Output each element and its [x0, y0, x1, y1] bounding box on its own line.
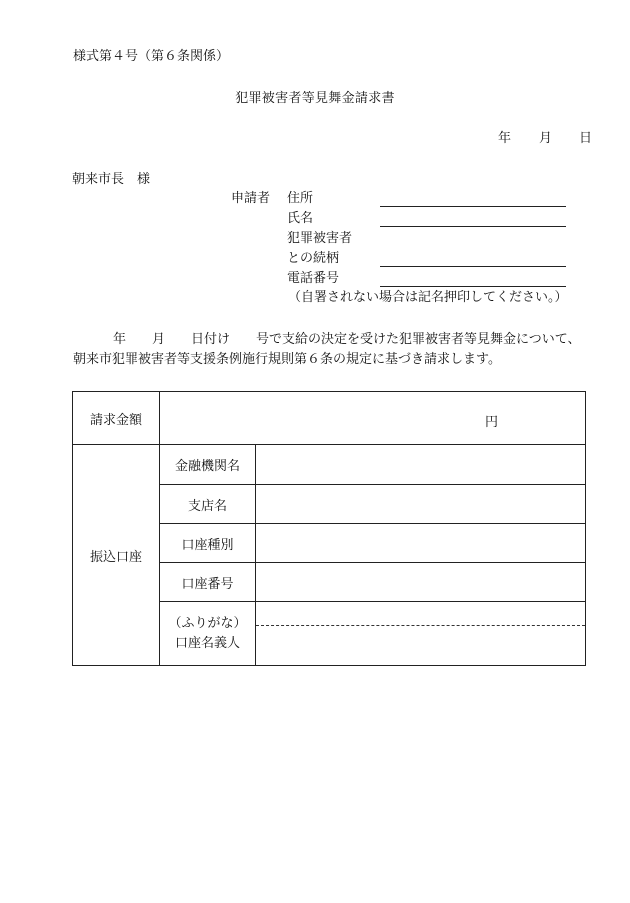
name-label: 氏名 [287, 211, 314, 226]
date-month-label: 月 [539, 131, 553, 146]
account-holder-input[interactable] [256, 626, 585, 665]
yen-unit: 円 [485, 415, 499, 430]
addressee: 朝来市長 様 [72, 172, 151, 187]
phone-label: 電話番号 [287, 271, 340, 286]
body-text-line-2: 朝来市犯罪被害者等支援条例施行規則第６条の規定に基づき請求します。 [73, 352, 501, 367]
amount-input-cell[interactable] [160, 392, 586, 445]
account-holder-label-cell [160, 602, 256, 666]
bank-name-label: 金融機関名 [160, 445, 256, 485]
phone-field[interactable] [380, 286, 566, 287]
bank-name-input[interactable] [256, 445, 586, 485]
account-type-label: 口座種別 [160, 524, 256, 563]
account-number-label: 口座番号 [160, 563, 256, 602]
branch-name-label: 支店名 [160, 485, 256, 524]
branch-name-input[interactable] [256, 485, 586, 524]
date-day-label: 日 [579, 131, 593, 146]
furigana-input[interactable] [256, 602, 585, 626]
amount-row [73, 392, 586, 445]
bank-name-row [73, 445, 586, 485]
account-number-input[interactable] [256, 563, 586, 602]
furigana-label: （ふりがな） [168, 615, 247, 631]
body-text-line-1: 年 月 日付け 号で支給の決定を受けた犯罪被害者等見舞金について、 [113, 332, 581, 347]
relation-label-1: 犯罪被害者 [287, 231, 353, 246]
transfer-account-label: 振込口座 [73, 445, 160, 666]
name-field[interactable] [380, 226, 566, 227]
form-number: 様式第４号（第６条関係） [73, 49, 230, 64]
amount-label: 請求金額 [73, 392, 160, 445]
relation-field[interactable] [380, 266, 566, 267]
applicant-label: 申請者 [231, 191, 271, 206]
document-title: 犯罪被害者等見舞金請求書 [235, 91, 395, 106]
request-table [72, 391, 586, 666]
account-type-input[interactable] [256, 524, 586, 563]
relation-label-2: との続柄 [287, 251, 340, 266]
signature-note: （自署されない場合は記名押印してください。） [288, 290, 568, 305]
address-label: 住所 [287, 191, 314, 206]
account-holder-input-cell [256, 602, 586, 666]
date-year-label: 年 [498, 131, 512, 146]
address-field[interactable] [380, 206, 566, 207]
account-holder-label: 口座名義人 [174, 635, 240, 651]
